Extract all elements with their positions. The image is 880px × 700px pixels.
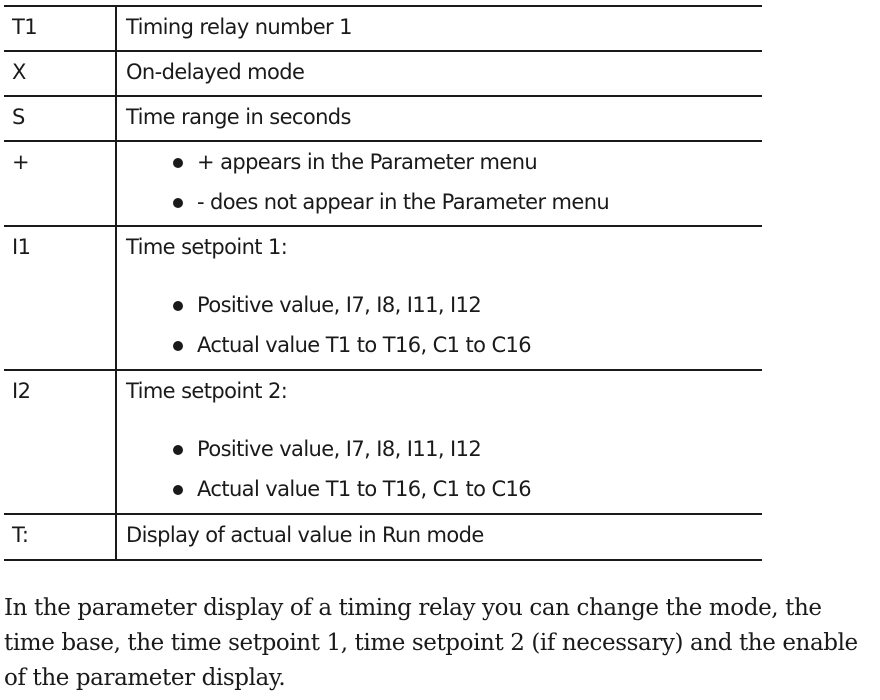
- bullet-item: Positive value, I7, I8, I11, I12: [173, 293, 762, 317]
- bullet-item: Positive value, I7, I8, I11, I12: [173, 437, 762, 461]
- bullet-item: Actual value T1 to T16, C1 to C16: [173, 333, 762, 357]
- setpoint-heading: Time setpoint 1:: [126, 235, 288, 259]
- row-key: S: [4, 96, 116, 141]
- bullet-list: [126, 437, 762, 501]
- row-description: [116, 370, 762, 514]
- bullet-item: + appears in the Parameter menu: [173, 150, 762, 174]
- row-key: T1: [4, 6, 116, 51]
- table-row: [4, 226, 762, 370]
- row-key: +: [4, 141, 116, 226]
- bullet-item: - does not appear in the Parameter menu: [173, 190, 762, 214]
- table-row: [4, 6, 762, 51]
- table-row: [4, 514, 762, 560]
- bullet-list: [126, 293, 762, 357]
- row-key: T:: [4, 514, 116, 560]
- table-row: [4, 141, 762, 226]
- row-description: Time range in seconds: [126, 105, 351, 129]
- table-row: [4, 370, 762, 514]
- setpoint-heading: Time setpoint 2:: [126, 379, 288, 403]
- row-key: X: [4, 51, 116, 96]
- parameter-table: [4, 5, 762, 561]
- row-description: On-delayed mode: [126, 60, 305, 84]
- row-description: [116, 226, 762, 370]
- body-paragraph: In the parameter display of a timing relay you can change the mode, the time base, the time setpoint 1, time setpoint 2 (if necessary) and the enable of the parameter display.: [4, 595, 858, 691]
- table-row: [4, 51, 762, 96]
- bullet-item: Actual value T1 to T16, C1 to C16: [173, 477, 762, 501]
- row-key: I2: [4, 370, 116, 514]
- table-row: [4, 96, 762, 141]
- row-description: Display of actual value in Run mode: [126, 523, 484, 547]
- row-description: [116, 141, 762, 226]
- bullet-list: [126, 150, 762, 214]
- row-key: I1: [4, 226, 116, 370]
- row-description: Timing relay number 1: [126, 15, 352, 39]
